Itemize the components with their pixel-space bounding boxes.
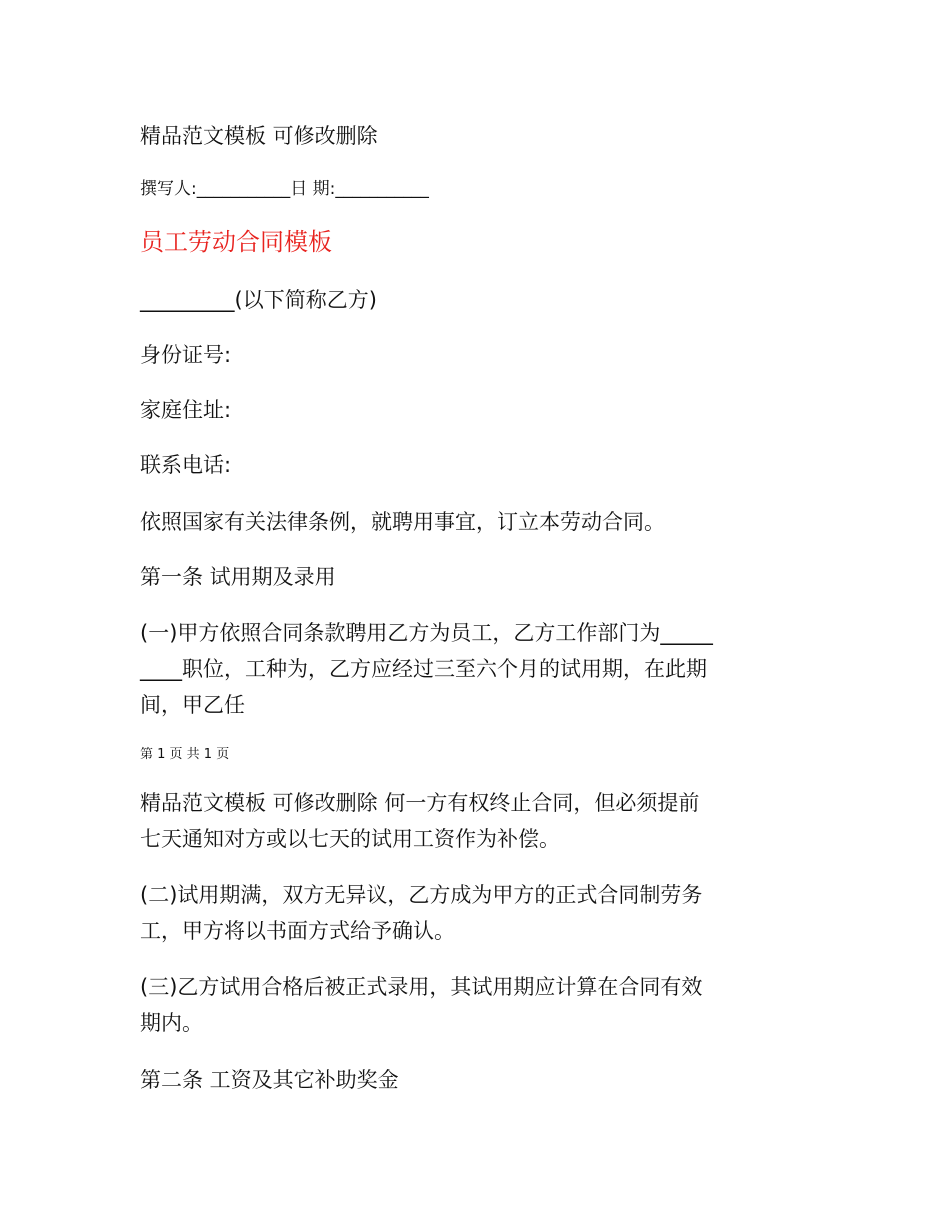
page-footer: 第 1 页 共 1 页: [140, 747, 230, 762]
article-1-paragraph-1-line-3: 间，甲乙任: [140, 693, 245, 717]
continued-line-2: 七天通知对方或以七天的试用工资作为补偿。: [140, 827, 560, 851]
article-1-paragraph-3-line-2: 期内。: [140, 1011, 203, 1035]
article-1-paragraph-1-line-1: (一)甲方依照合同条款聘用乙方为员工，乙方工作部门为_____: [140, 621, 713, 645]
phone-label: 联系电话:: [140, 453, 232, 477]
article-2-title: 第二条 工资及其它补助奖金: [140, 1068, 399, 1092]
article-1-title: 第一条 试用期及录用: [140, 565, 336, 589]
id-number-label: 身份证号:: [140, 343, 232, 367]
article-1-paragraph-3-line-1: (三)乙方试用合格后被正式录用，其试用期应计算在合同有效: [140, 975, 703, 999]
document-title: 员工劳动合同模板: [140, 228, 332, 256]
author-date-line: 撰写人:___________日 期:___________: [140, 179, 429, 199]
continued-line-1: 精品范文模板 可修改删除 何一方有权终止合同，但必须提前: [140, 791, 700, 815]
article-1-paragraph-2-line-1: (二)试用期满，双方无异议，乙方成为甲方的正式合同制劳务: [140, 883, 703, 907]
watermark-header: 精品范文模板 可修改删除: [140, 124, 378, 148]
article-1-paragraph-2-line-2: 工，甲方将以书面方式给予确认。: [140, 919, 455, 943]
home-address-label: 家庭住址:: [140, 398, 232, 422]
party-b-line: _________(以下简称乙方): [140, 288, 377, 312]
article-1-paragraph-1-line-2: ____职位，工种为，乙方应经过三至六个月的试用期，在此期: [140, 657, 707, 681]
preamble-paragraph: 依照国家有关法律条例，就聘用事宜，订立本劳动合同。: [140, 510, 665, 534]
